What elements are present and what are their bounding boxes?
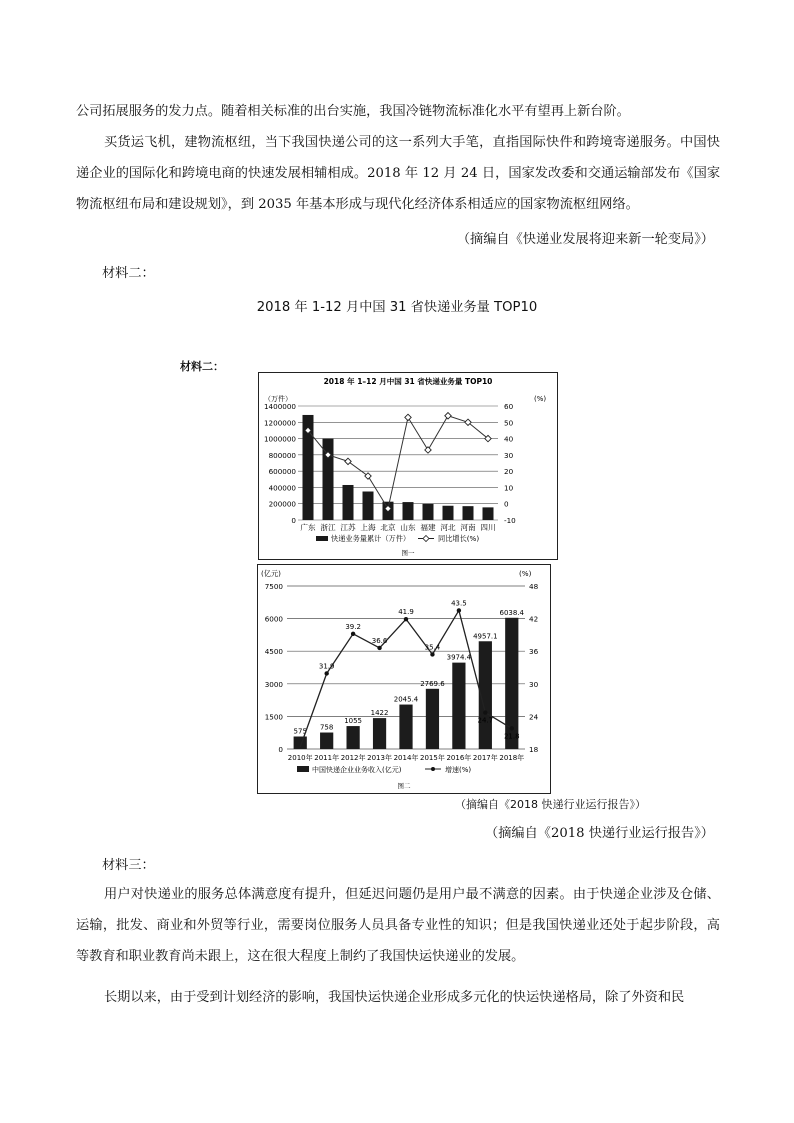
chart-1-x-tick-label: 浙江 [320,523,336,532]
chart-1-x-tick-label: 广东 [300,523,316,532]
scan-material-label: 材料二： [180,360,224,373]
chart-1-y2-tick-label: 60 [504,402,514,411]
chart-2-bar [320,733,333,749]
chart-1-express-volume [258,372,558,560]
chart-1-title: 2018 年 1–12 月中国 31 省快递业务量 TOP10 [323,377,493,386]
chart-1-y2-tick-label: 0 [504,499,509,509]
chart-2-x-tick-label: 2013年 [367,754,392,762]
chart-2-bar [399,705,412,749]
chart-1-y2-tick-label: 20 [504,467,514,477]
chart-1-bar [443,506,454,520]
scan-source: （摘编自《2018 快递行业运行报告》） [455,798,646,811]
chart-2-growth-point [324,671,328,675]
chart-2-growth-point [510,726,514,730]
chart-1-legend-bar-swatch [316,536,328,541]
chart-1-x-tick-label: 福建 [420,523,436,532]
chart-1-x-tick-label: 江苏 [340,523,356,532]
chart-2-y2-tick-label: 24 [529,712,539,722]
chart-2-bar [347,726,360,749]
chart-1-y-tick-label: 600000 [268,467,296,477]
chart-1-legend-bar-label: 快递业务量累计（万件） [331,534,411,543]
chart-2-growth-label: 41.9 [398,608,414,617]
chart-2-bar [426,689,439,749]
chart-1-bar [483,507,494,520]
chart-2-x-tick-label: 2011年 [314,754,340,762]
chart-2-growth-point [457,608,461,612]
chart-1-y2-tick-label: -10 [504,516,516,525]
chart-2-x-tick-label: 2015年 [420,754,445,762]
chart-1-bar [403,502,414,520]
chart-2-bar-value-label: 575 [293,727,307,736]
chart-2-bar-value-label: 2769.6 [420,679,445,688]
chart-2-y2-tick-label: 42 [529,614,539,624]
chart-1-y2-unit: (%) [534,395,547,403]
chart-2-growth-label: 35.4 [424,643,441,652]
chart-2-bar-value-label: 4957.1 [473,632,498,641]
chart-2-express-revenue [257,564,551,794]
chart-2-y-tick-label: 6000 [264,614,283,624]
chart-2-y2-tick-label: 48 [529,582,539,591]
chart-2-bar-value-label: 3974.4 [446,653,472,662]
chart-2-growth-label: 24.7 [477,716,494,725]
chart-2-y2-unit: (%) [519,569,532,578]
chart-2-legend-line-marker [431,767,435,771]
chart-1-bar [463,506,474,520]
chart-1-bar [343,485,354,520]
chart-2-growth-point [377,646,381,650]
chart-2-growth-point [404,617,408,621]
chart-1-y2-tick-label: 10 [504,483,514,493]
chart-2-bar-value-label: 758 [319,723,334,732]
chart-1-y-tick-label: 800000 [268,450,296,460]
chart-2-growth-label: 21.8 [503,732,520,741]
source-citation-2: （摘编自《2018 快递行业运行报告》） [485,826,714,841]
chart-2-y2-tick-label: 36 [529,647,539,657]
chart-2-y-tick-label: 0 [278,745,283,754]
paragraph-2: 买货运飞机，建物流枢纽，当下我国快递公司的这一系列大手笔，直指国际快件和跨境寄递服务。中国快递企业的国际化和跨境电商的快速发展相辅相成。2018 年 12 月 24 日，国家发改委和交通运输部发布《国家物流枢纽布局和建设规划》，到 2035 年基本形成与现代化经济体系相适应的国家物流枢纽网络。 [76,135,720,212]
chart-1-y-tick-label: 1400000 [263,402,296,411]
chart-2-growth-label: 31.9 [318,662,335,671]
chart-1-legend-line-label: 同比增长(%) [438,534,480,543]
chart-1-caption: 图一 [401,549,415,557]
chart-2-x-tick-label: 2018年 [499,754,525,762]
chart-1-y-tick-label: 400000 [268,483,296,493]
material-2-label: 材料二： [102,266,155,281]
chart-2-x-tick-label: 2012年 [340,754,366,762]
chart-2-legend-bar-swatch [297,766,309,772]
paragraph-4: 长期以来，由于受到计划经济的影响，我国快运快递企业形成多元化的快运快递格局，除了外资和民 [104,990,685,1005]
chart-2-y2-tick-label: 18 [529,745,539,754]
chart-1-y-tick-label: 0 [291,516,296,525]
chart-2-y-tick-label: 1500 [264,712,283,722]
chart-2-y2-tick-label: 30 [529,679,539,689]
chart-1-y-tick-label: 1000000 [263,434,296,444]
chart-2-x-tick-label: 2017年 [472,754,498,762]
chart-1-x-tick-label: 河北 [440,523,456,532]
chart-2-legend-line-label: 增速(%) [445,766,472,774]
chart-2-y-tick-label: 7500 [264,582,283,591]
chart-1-x-tick-label: 四川 [480,523,496,532]
chart-2-growth-point [430,652,434,656]
chart-1-x-tick-label: 北京 [380,523,396,532]
paragraph-3: 用户对快递业的服务总体满意度有提升，但延迟问题仍是用户最不满意的因素。由于快递企业涉及仓储、运输，批发、商业和外贸等行业，需要岗位服务人员具备专业性的知识；但是我国快递业还处于起步阶段，高等教育和职业教育尚未跟上，这在很大程度上制约了我国快运快递业的发展。 [76,887,720,964]
chart-2-growth-label: 39.2 [345,622,361,631]
chart-2-bar [452,663,465,749]
chart-title: 2018 年 1-12 月中国 31 省快递业务量 TOP10 [256,300,538,315]
chart-1-x-tick-label: 山东 [400,523,416,532]
chart-2-growth-point [351,632,355,636]
paragraph-1: 公司拓展服务的发力点。随着相关标准的出台实施，我国冷链物流标准化水平有望再上新台阶。 [76,104,630,119]
chart-2-y-tick-label: 3000 [264,679,283,689]
chart-2-x-tick-label: 2016年 [446,754,472,762]
chart-2-caption: 图二 [397,782,411,790]
chart-2-legend-bar-label: 中国快递企业业务收入(亿元) [312,766,402,774]
chart-1-bar [363,492,374,521]
chart-1-x-tick-label: 河南 [460,523,476,532]
chart-2-bar-value-label: 2045.4 [393,695,419,704]
material-3-label: 材料三： [102,858,155,873]
chart-2-x-tick-label: 2010年 [287,754,313,762]
chart-1-y2-tick-label: 50 [504,418,514,428]
chart-2-growth-point [483,710,487,714]
chart-2-bar [373,718,386,749]
chart-2-bar [294,737,307,749]
chart-2-x-tick-label: 2014年 [393,754,419,762]
chart-2-y-unit: (亿元) [261,569,281,578]
chart-1-bar [423,504,434,520]
chart-1-x-tick-label: 上海 [360,523,376,532]
chart-2-growth-label: 36.6 [371,636,388,645]
chart-2-bar-value-label: 1055 [344,717,363,726]
chart-1-y2-tick-label: 30 [504,450,514,460]
chart-1-y-unit: （万件） [264,395,292,403]
chart-1-y2-tick-label: 40 [504,434,514,444]
source-citation-1: （摘编自《快递业发展将迎来新一轮变局》） [456,232,714,247]
chart-2-y-tick-label: 4500 [264,647,283,657]
chart-1-y-tick-label: 1200000 [263,418,296,428]
chart-2-bar-value-label: 6038.4 [499,608,525,617]
chart-1-y-tick-label: 200000 [268,499,296,509]
chart-2-bar-value-label: 1422 [370,709,389,718]
chart-2-growth-label: 43.5 [451,599,467,608]
